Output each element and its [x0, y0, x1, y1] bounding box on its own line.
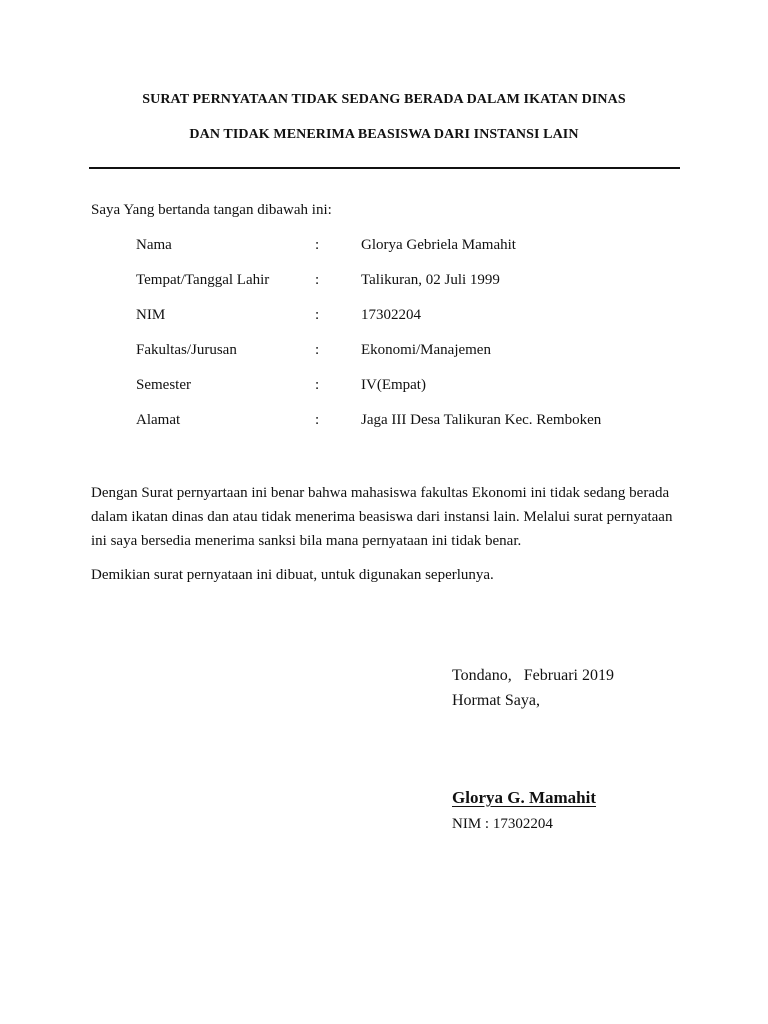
info-row-nama	[0, 237, 768, 257]
place-date-text: Tondano, Februari 2019	[452, 667, 614, 684]
info-separator: :	[315, 237, 320, 253]
info-label: NIM	[136, 307, 166, 323]
info-value: IV(Empat)	[361, 377, 426, 393]
info-separator: :	[315, 377, 320, 393]
info-row-nim	[0, 307, 768, 327]
info-label: Fakultas/Jurusan	[136, 342, 237, 358]
letter-title-line-1: SURAT PERNYATAAN TIDAK SEDANG BERADA DALAM IKATAN DINAS	[142, 92, 626, 107]
info-value: Jaga III Desa Talikuran Kec. Remboken	[361, 412, 602, 428]
intro-text: Saya Yang bertanda tangan dibawah ini:	[91, 202, 332, 218]
info-label: Semester	[136, 377, 191, 393]
place-date	[452, 667, 614, 685]
info-value: Talikuran, 02 Juli 1999	[361, 272, 500, 288]
letter-title-line-2: DAN TIDAK MENERIMA BEASISWA DARI INSTANSI LAIN	[189, 127, 579, 142]
info-value: Ekonomi/Manajemen	[361, 342, 491, 358]
info-separator: :	[315, 412, 320, 428]
info-label: Nama	[136, 237, 172, 253]
info-row-tempat-tanggal-lahir	[0, 272, 768, 292]
info-row-fakultas-jurusan	[0, 342, 768, 362]
regards-text: Hormat Saya,	[452, 692, 540, 709]
info-value: Glorya Gebriela Mamahit	[361, 237, 516, 253]
signer-nim: NIM : 17302204	[452, 816, 553, 832]
closing-paragraph: Demikian surat pernyataan ini dibuat, untuk digunakan seperlunya.	[91, 567, 494, 583]
signer-name: Glorya G. Mamahit	[452, 788, 597, 807]
info-separator: :	[315, 272, 320, 288]
info-value: 17302204	[361, 307, 421, 323]
statement-paragraph: Dengan Surat pernyartaan ini benar bahwa mahasiswa fakultas Ekonomi ini tidak sedang berada dalam ikatan dinas dan atau tidak menerima beasiswa dari instansi lain. Melalui surat pernyataan ini saya bersedia menerima sanksi bila mana pernyataan ini tidak benar.	[91, 485, 673, 549]
info-label: Alamat	[136, 412, 181, 428]
title-divider	[89, 167, 680, 169]
info-row-semester	[0, 377, 768, 397]
info-separator: :	[315, 342, 320, 358]
info-label: Tempat/Tanggal Lahir	[136, 272, 270, 288]
info-separator: :	[315, 307, 320, 323]
info-row-alamat	[0, 412, 768, 432]
